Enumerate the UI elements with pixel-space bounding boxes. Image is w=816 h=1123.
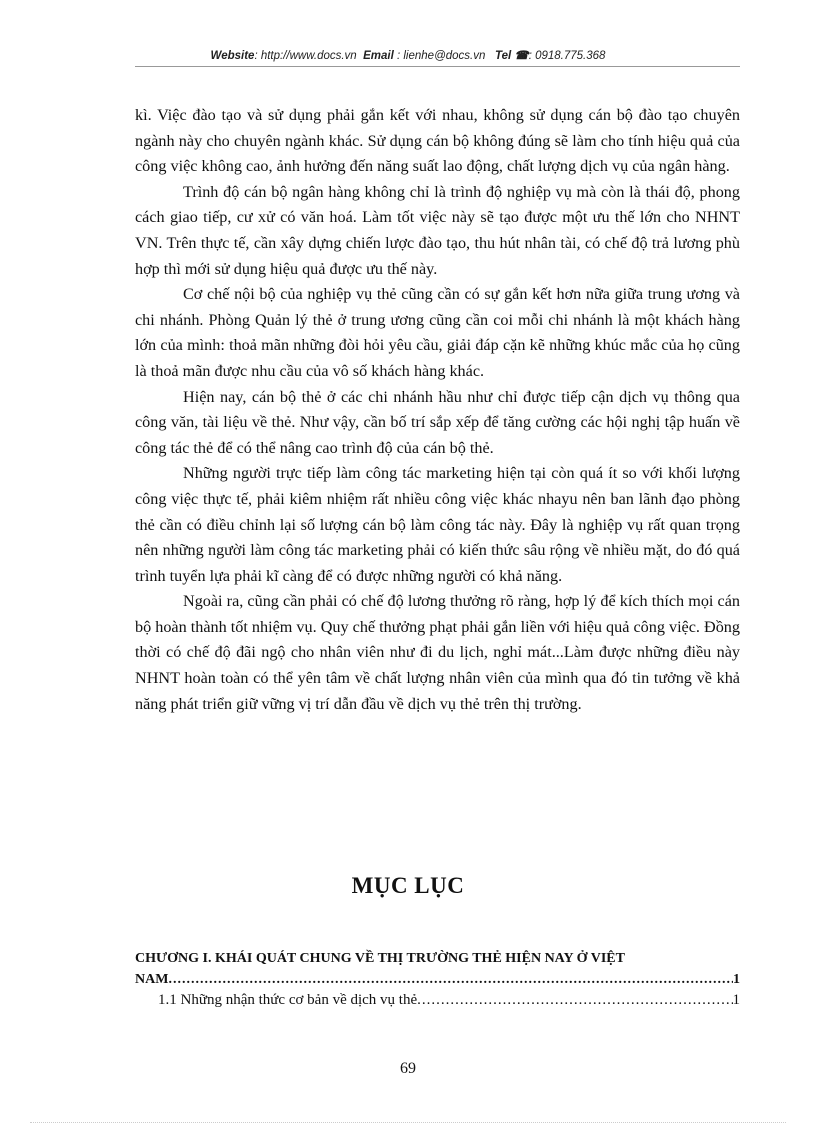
toc-entry-chapter-1[interactable] [135,948,740,990]
tel-number: : 0918.775.368 [528,50,606,62]
phone-icon: ☎ [514,50,529,62]
toc-entry-1-1[interactable] [135,990,740,1011]
website-label: Website [210,50,255,62]
toc-title: MỤC LỤC [351,873,465,898]
email-label: Email [363,50,394,62]
toc-leader-dots [168,969,733,990]
toc-chapter-title-cont: NAM [135,972,169,987]
body-text [135,103,740,717]
toc-leader-dots [417,990,732,1011]
paragraph-6: Ngoài ra, cũng cần phải có chế độ lương thưởng rõ ràng, hợp lý để kích thích mọi cán bộ hoàn thành tốt nhiệm vụ. Quy chế thưởng phạt phải gắn liền với hiệu quả công việc. Đồng thời có chế độ đãi ngộ cho nhân viên như đi du lịch, nghỉ mát...Làm được những điều này NHNT hoàn toàn có thể yên tâm về chất lượng nhân viên của mình qua đó tin tưởng về khả năng phát triển giữ vững vị trí dẫn đầu về dịch vụ thẻ trên thị trường. [135,592,740,713]
toc-sub-title: 1.1 Những nhận thức cơ bản về dịch vụ thẻ [158,992,418,1008]
tel-label: Tel [494,50,512,62]
page-number: 69 [400,1060,416,1077]
toc-sub-page: 1 [732,992,740,1008]
toc-chapter-title: CHƯƠNG I. KHÁI QUÁT CHUNG VỀ THỊ TRƯỜNG THẺ HIỆN NAY Ở VIỆT [135,951,625,966]
paragraph-3: Cơ chế nội bộ của nghiệp vụ thẻ cũng cần có sự gắn kết hơn nữa giữa trung ương và chi nhánh. Phòng Quản lý thẻ ở trung ương cũng cần coi mỗi chi nhánh là một khách hàng lớn của mình: thoả mãn những đòi hỏi yêu cầu, giải đáp cặn kẽ những khúc mắc của họ cũng là thoả mãn được nhu cầu của vô số khách hàng khác. [135,285,740,380]
paragraph-1: kì. Việc đào tạo và sử dụng phải gắn kết với nhau, không sử dụng cán bộ đào tạo chuyên ngành này cho chuyên ngành khác. Sử dụng cán bộ không đúng sẽ làm cho tính hiệu quả của công việc không cao, ảnh hưởng đến năng suất lao động, chất lượng dịch vụ của ngân hàng. [135,106,740,176]
header-divider [135,66,740,67]
email-address[interactable]: : lienhe@docs.vn [396,50,486,62]
table-of-contents [135,948,740,1011]
page-header [0,48,816,62]
website-url[interactable]: : http://www.docs.vn [254,50,357,62]
paragraph-4: Hiện nay, cán bộ thẻ ở các chi nhánh hầu như chỉ được tiếp cận dịch vụ thông qua công văn, tài liệu về thẻ. Như vậy, cần bố trí sắp xếp để tăng cường các hội nghị tập huấn về công tác thẻ để có thể nâng cao trình độ của cán bộ thẻ. [135,387,740,457]
paragraph-2: Trình độ cán bộ ngân hàng không chỉ là trình độ nghiệp vụ mà còn là thái độ, phong cách giao tiếp, cư xử có văn hoá. Làm tốt việc này sẽ tạo được một ưu thế lớn cho NHNT VN. Trên thực tế, cần xây dựng chiến lược đào tạo, thu hút nhân tài, có chế độ trả lương phù hợp thì mới sử dụng hiệu quả được ưu thế này. [135,182,740,278]
toc-chapter-page: 1 [733,972,740,987]
paragraph-5: Những người trực tiếp làm công tác marketing hiện tại còn quá ít so với khối lượng công việc thực tế, phải kiêm nhiệm rất nhiều công việc khác nhayu nên ban lãnh đạo phòng thẻ cần có điều chỉnh lại số lượng cán bộ làm công tác này. Đây là nghiệp vụ rất quan trọng nên những người làm công tác marketing phải có kiến thức sâu rộng về nhiều mặt, do đó quá trình tuyển lựa phải kĩ càng để có được những người có khả năng. [135,464,740,585]
